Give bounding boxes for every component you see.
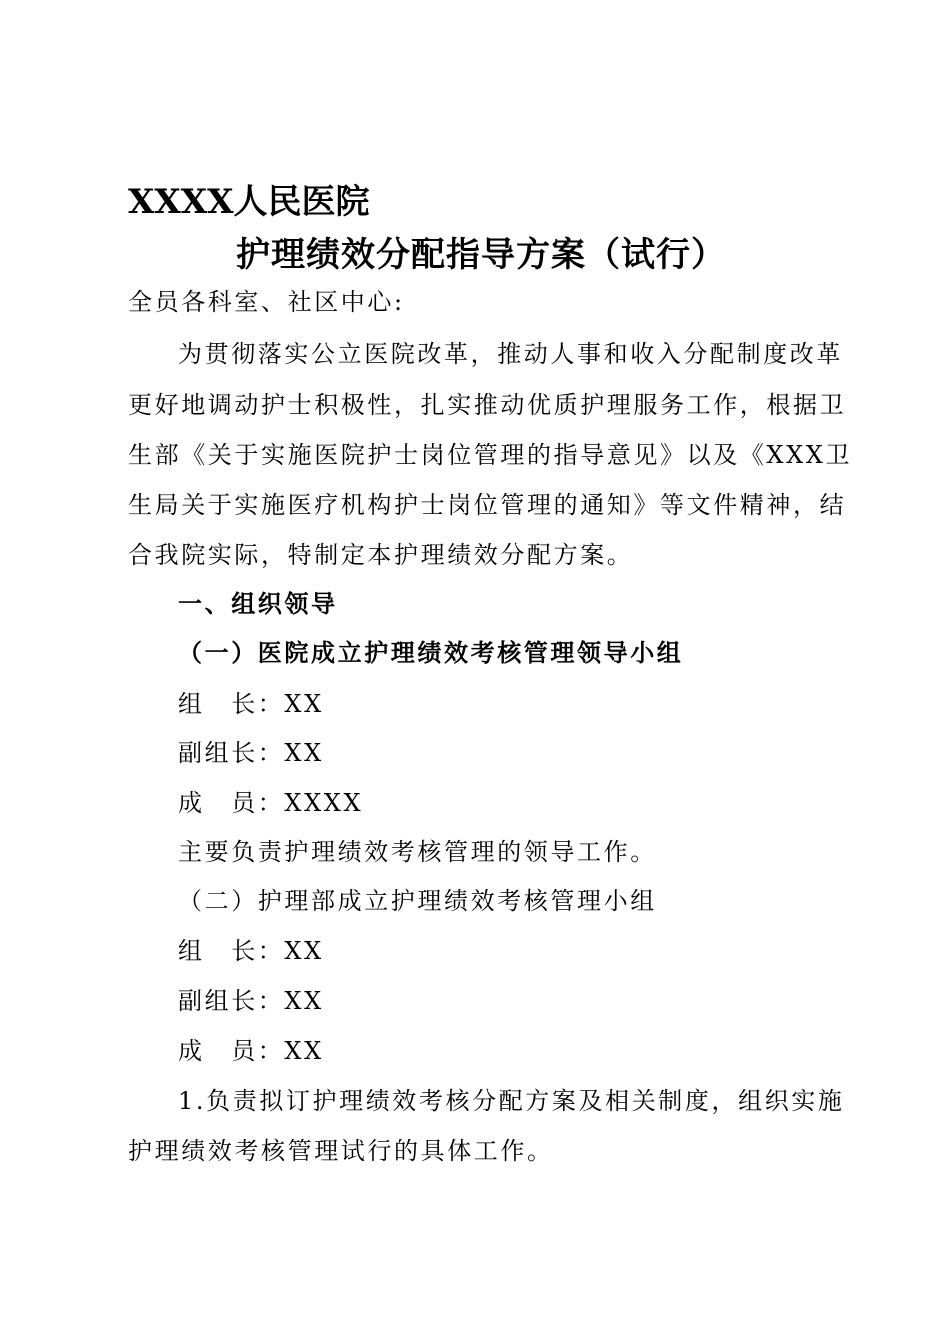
group2-duty-line-1: 1.负责拟订护理绩效考核分配方案及相关制度，组织实施 xyxy=(178,1087,845,1115)
group2-leader: 组 长：XX xyxy=(178,937,324,965)
group1-heading: （一）医院成立护理绩效考核管理领导小组 xyxy=(178,638,684,667)
group1-leader: 组 长：XX xyxy=(178,690,324,718)
section-heading-organization: 一、组织领导 xyxy=(178,589,338,618)
group2-deputy: 副组长：XX xyxy=(178,987,324,1015)
group2-heading: （二）护理部成立护理绩效考核管理小组 xyxy=(178,887,657,915)
group2-duty-line-2: 护理绩效考核管理试行的具体工作。 xyxy=(128,1137,554,1165)
salutation: 全员各科室、社区中心: xyxy=(128,288,405,316)
intro-line-4: 生局关于实施医疗机构护士岗位管理的通知》等文件精神，结 xyxy=(128,491,847,519)
group1-members: 成 员：XXXX xyxy=(178,789,364,817)
intro-line-2: 更好地调动护士积极性，扎实推动优质护理服务工作，根据卫 xyxy=(128,391,847,419)
group2-members: 成 员：XX xyxy=(178,1037,324,1065)
group1-deputy: 副组长：XX xyxy=(178,739,324,767)
intro-line-1: 为贯彻落实公立医院改革，推动人事和收入分配制度改革 xyxy=(178,340,843,368)
intro-line-3: 生部《关于实施医院护士岗位管理的指导意见》以及《XXX卫 xyxy=(128,441,853,469)
document-title-plan: 护理绩效分配指导方案（试行） xyxy=(236,235,726,275)
group1-duty: 主要负责护理绩效考核管理的领导工作。 xyxy=(178,838,657,866)
intro-line-5: 合我院实际，特制定本护理绩效分配方案。 xyxy=(128,541,634,569)
document-title-hospital: XXXX人民医院 xyxy=(128,182,370,222)
